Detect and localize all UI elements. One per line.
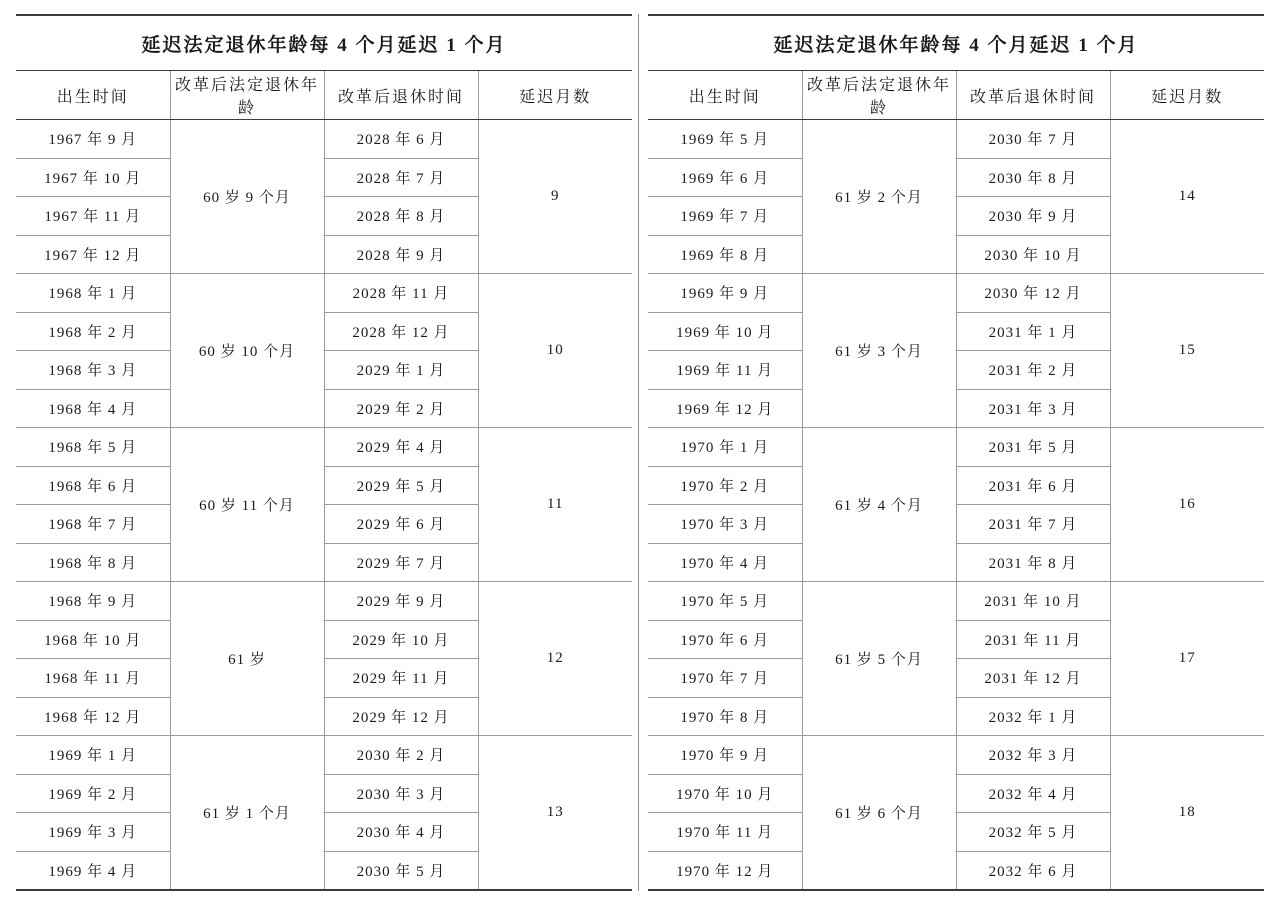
cell-retirement-date: 2031 年 11 月 [956, 620, 1110, 659]
cell-birth: 1969 年 12 月 [648, 389, 802, 428]
cell-retirement-date: 2030 年 5 月 [324, 851, 478, 890]
table-caption: 延迟法定退休年龄每 4 个月延迟 1 个月 [648, 15, 1264, 71]
cell-delay-months: 12 [478, 582, 632, 736]
cell-retirement-date: 2032 年 5 月 [956, 813, 1110, 852]
column-header-retirement-age: 改革后法定退休年龄 [802, 71, 956, 120]
cell-retirement-date: 2029 年 5 月 [324, 466, 478, 505]
table-row [16, 736, 632, 775]
cell-retirement-date: 2031 年 7 月 [956, 505, 1110, 544]
cell-birth: 1968 年 3 月 [16, 351, 170, 390]
column-header-retirement-date: 改革后退休时间 [324, 71, 478, 120]
cell-retirement-date: 2031 年 12 月 [956, 659, 1110, 698]
cell-retirement-date: 2028 年 8 月 [324, 197, 478, 236]
cell-delay-months: 15 [1110, 274, 1264, 428]
cell-retirement-date: 2029 年 11 月 [324, 659, 478, 698]
cell-retirement-date: 2030 年 12 月 [956, 274, 1110, 313]
cell-retirement-date: 2032 年 4 月 [956, 774, 1110, 813]
column-header-delay-months: 延迟月数 [478, 71, 632, 120]
cell-retirement-date: 2028 年 11 月 [324, 274, 478, 313]
cell-birth: 1970 年 10 月 [648, 774, 802, 813]
table-row [648, 274, 1264, 313]
cell-birth: 1968 年 4 月 [16, 389, 170, 428]
cell-birth: 1969 年 9 月 [648, 274, 802, 313]
cell-birth: 1970 年 4 月 [648, 543, 802, 582]
cell-birth: 1970 年 3 月 [648, 505, 802, 544]
cell-retirement-date: 2029 年 10 月 [324, 620, 478, 659]
cell-birth: 1967 年 11 月 [16, 197, 170, 236]
cell-retirement-date: 2031 年 6 月 [956, 466, 1110, 505]
cell-retirement-date: 2029 年 4 月 [324, 428, 478, 467]
cell-birth: 1970 年 5 月 [648, 582, 802, 621]
cell-birth: 1970 年 1 月 [648, 428, 802, 467]
table-row [16, 582, 632, 621]
cell-birth: 1968 年 2 月 [16, 312, 170, 351]
cell-retirement-date: 2031 年 1 月 [956, 312, 1110, 351]
table-row [16, 274, 632, 313]
column-header-birth: 出生时间 [16, 71, 170, 120]
cell-retirement-date: 2031 年 3 月 [956, 389, 1110, 428]
cell-birth: 1968 年 11 月 [16, 659, 170, 698]
cell-retirement-age: 61 岁 6 个月 [802, 736, 956, 891]
retirement-schedule-table-left [16, 14, 632, 891]
table-row [648, 582, 1264, 621]
cell-birth: 1969 年 11 月 [648, 351, 802, 390]
cell-birth: 1968 年 12 月 [16, 697, 170, 736]
table-body-right [648, 15, 1264, 890]
table-row [16, 428, 632, 467]
column-header-retirement-date: 改革后退休时间 [956, 71, 1110, 120]
cell-delay-months: 18 [1110, 736, 1264, 891]
cell-retirement-date: 2032 年 3 月 [956, 736, 1110, 775]
cell-birth: 1967 年 10 月 [16, 158, 170, 197]
cell-birth: 1970 年 6 月 [648, 620, 802, 659]
retirement-schedule-table-right [648, 14, 1264, 891]
cell-retirement-date: 2030 年 4 月 [324, 813, 478, 852]
table-header-row [648, 71, 1264, 120]
right-table-panel [648, 14, 1264, 891]
cell-retirement-date: 2030 年 8 月 [956, 158, 1110, 197]
cell-birth: 1969 年 6 月 [648, 158, 802, 197]
cell-retirement-date: 2028 年 12 月 [324, 312, 478, 351]
cell-retirement-age: 61 岁 5 个月 [802, 582, 956, 736]
cell-birth: 1970 年 8 月 [648, 697, 802, 736]
table-caption-row [648, 15, 1264, 71]
cell-birth: 1970 年 7 月 [648, 659, 802, 698]
cell-delay-months: 9 [478, 120, 632, 274]
cell-birth: 1969 年 7 月 [648, 197, 802, 236]
cell-retirement-date: 2030 年 3 月 [324, 774, 478, 813]
cell-delay-months: 11 [478, 428, 632, 582]
table-row [648, 428, 1264, 467]
cell-retirement-date: 2029 年 9 月 [324, 582, 478, 621]
column-header-delay-months: 延迟月数 [1110, 71, 1264, 120]
table-row [648, 736, 1264, 775]
cell-retirement-date: 2030 年 10 月 [956, 235, 1110, 274]
cell-birth: 1968 年 7 月 [16, 505, 170, 544]
cell-delay-months: 16 [1110, 428, 1264, 582]
cell-birth: 1970 年 11 月 [648, 813, 802, 852]
cell-retirement-date: 2031 年 10 月 [956, 582, 1110, 621]
cell-retirement-age: 61 岁 4 个月 [802, 428, 956, 582]
cell-retirement-date: 2029 年 12 月 [324, 697, 478, 736]
cell-retirement-age: 60 岁 10 个月 [170, 274, 324, 428]
cell-retirement-date: 2030 年 2 月 [324, 736, 478, 775]
cell-birth: 1969 年 2 月 [16, 774, 170, 813]
cell-birth: 1968 年 5 月 [16, 428, 170, 467]
cell-retirement-age: 60 岁 9 个月 [170, 120, 324, 274]
cell-birth: 1968 年 9 月 [16, 582, 170, 621]
table-row [16, 120, 632, 159]
cell-delay-months: 14 [1110, 120, 1264, 274]
table-header-row [16, 71, 632, 120]
column-header-birth: 出生时间 [648, 71, 802, 120]
table-caption-row [16, 15, 632, 71]
cell-delay-months: 17 [1110, 582, 1264, 736]
cell-birth: 1968 年 1 月 [16, 274, 170, 313]
table-body-left [16, 15, 632, 890]
cell-retirement-date: 2029 年 2 月 [324, 389, 478, 428]
cell-birth: 1968 年 6 月 [16, 466, 170, 505]
table-row [648, 120, 1264, 159]
cell-retirement-date: 2031 年 2 月 [956, 351, 1110, 390]
cell-birth: 1968 年 10 月 [16, 620, 170, 659]
cell-retirement-date: 2028 年 9 月 [324, 235, 478, 274]
cell-retirement-date: 2032 年 1 月 [956, 697, 1110, 736]
column-header-retirement-age: 改革后法定退休年龄 [170, 71, 324, 120]
cell-retirement-age: 61 岁 [170, 582, 324, 736]
cell-retirement-age: 61 岁 1 个月 [170, 736, 324, 891]
cell-birth: 1970 年 9 月 [648, 736, 802, 775]
cell-retirement-date: 2031 年 8 月 [956, 543, 1110, 582]
cell-retirement-date: 2030 年 7 月 [956, 120, 1110, 159]
cell-retirement-age: 61 岁 2 个月 [802, 120, 956, 274]
cell-birth: 1970 年 12 月 [648, 851, 802, 890]
cell-delay-months: 10 [478, 274, 632, 428]
cell-birth: 1968 年 8 月 [16, 543, 170, 582]
cell-retirement-age: 61 岁 3 个月 [802, 274, 956, 428]
cell-retirement-age: 60 岁 11 个月 [170, 428, 324, 582]
cell-birth: 1969 年 3 月 [16, 813, 170, 852]
cell-retirement-date: 2029 年 1 月 [324, 351, 478, 390]
cell-birth: 1967 年 9 月 [16, 120, 170, 159]
cell-retirement-date: 2030 年 9 月 [956, 197, 1110, 236]
cell-birth: 1969 年 4 月 [16, 851, 170, 890]
cell-birth: 1969 年 10 月 [648, 312, 802, 351]
left-table-panel [16, 14, 632, 891]
center-divider [638, 14, 639, 891]
cell-retirement-date: 2029 年 7 月 [324, 543, 478, 582]
cell-birth: 1967 年 12 月 [16, 235, 170, 274]
table-caption: 延迟法定退休年龄每 4 个月延迟 1 个月 [16, 15, 632, 71]
cell-retirement-date: 2032 年 6 月 [956, 851, 1110, 890]
cell-retirement-date: 2031 年 5 月 [956, 428, 1110, 467]
cell-retirement-date: 2029 年 6 月 [324, 505, 478, 544]
cell-delay-months: 13 [478, 736, 632, 891]
cell-birth: 1969 年 5 月 [648, 120, 802, 159]
cell-birth: 1970 年 2 月 [648, 466, 802, 505]
cell-birth: 1969 年 1 月 [16, 736, 170, 775]
cell-birth: 1969 年 8 月 [648, 235, 802, 274]
cell-retirement-date: 2028 年 6 月 [324, 120, 478, 159]
cell-retirement-date: 2028 年 7 月 [324, 158, 478, 197]
